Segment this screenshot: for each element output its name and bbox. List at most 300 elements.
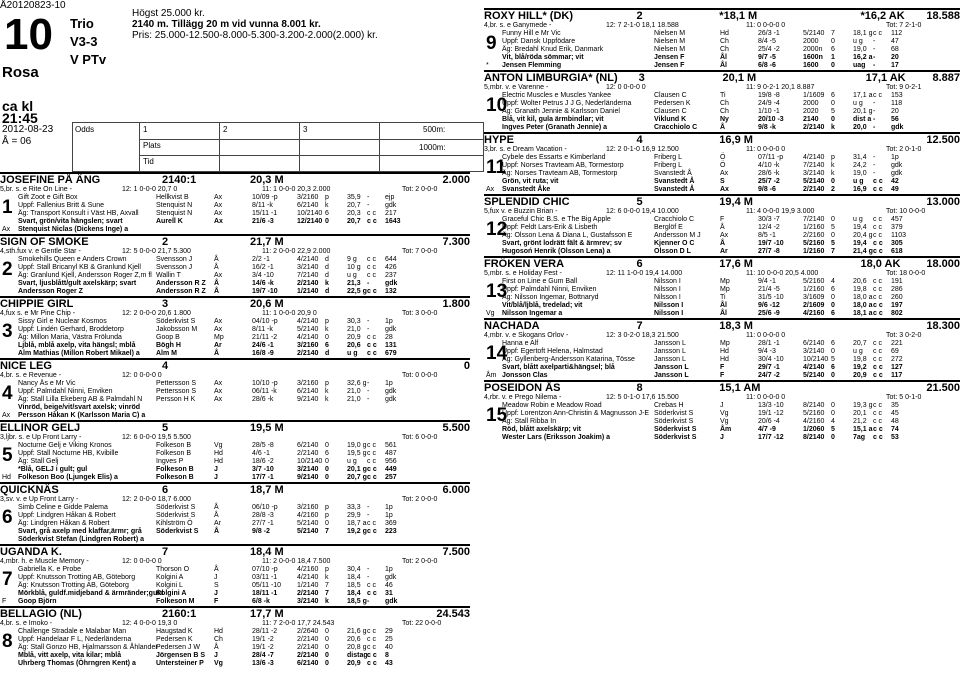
race-type-3: V PTv	[70, 52, 107, 67]
horse-line-cell: 6/8 -k	[252, 598, 270, 605]
horse-line-cell: c c	[367, 256, 376, 263]
horse-line-cell: 1	[831, 54, 835, 61]
horse-line-cell: Ax	[214, 380, 223, 387]
horse-line-cell: k	[325, 388, 329, 395]
horse-line-cell: 20,7	[347, 218, 361, 225]
horse-line-cell: 20,9	[853, 372, 867, 379]
horse-summary-item: Tot: 10 0-0-0	[886, 208, 926, 215]
horse-line-cell: d	[325, 272, 329, 279]
horse-line-cell: c c	[873, 410, 882, 417]
horse-line-cell: 7	[831, 248, 835, 255]
horse-line-cell: Nilsson I	[654, 286, 681, 293]
horse-summary-item: Tot: 7 0-0-0	[402, 248, 438, 255]
horse-line-cell: Cybele des Essarts e Kimberland	[502, 154, 606, 161]
horse-line-cell: 4/2140	[297, 256, 319, 263]
horse-line	[0, 512, 470, 520]
horse-line-cell: 3/2160	[297, 504, 319, 511]
horse-line-cell: Untersteiner P	[156, 660, 204, 667]
horse-line-cell: 07/10 -p	[252, 566, 278, 573]
horse-summary-item: 12: 0 0-0-0 0	[606, 84, 646, 91]
horse-line-cell: 19,4	[853, 224, 867, 231]
horse-line-cell	[287, 474, 297, 482]
horse-line	[0, 442, 470, 450]
horse-line-cell: 956	[385, 458, 397, 465]
horse-line	[0, 536, 470, 544]
horse-line-cell: Hd	[214, 458, 223, 465]
horse-line	[484, 154, 960, 162]
horse-line-cell: Svanstedt Å	[654, 170, 692, 177]
horse-line-cell: 35,9	[347, 194, 361, 201]
horse-line-cell: 0	[831, 348, 835, 355]
horse-line-cell: Andersson M J	[654, 232, 701, 239]
horse-line-cell: 457	[891, 216, 903, 223]
horse-line-cell: 5/2140	[297, 528, 319, 535]
horse-line-cell: Nielsen M	[654, 30, 686, 37]
horse-line-cell: p	[325, 318, 329, 325]
horse-line-cell: 33,3	[347, 504, 361, 511]
horse-line-cell: 2/2140	[297, 350, 319, 357]
horse-line-cell: 8/4 -5	[758, 38, 776, 45]
horse-summary-item: Tot: 3 0-0-0	[402, 310, 438, 317]
horse-line-cell: Smokehills Queen e Anders Crown	[18, 256, 127, 263]
horse-line-cell: Ingves Peter (Granath Jennie) a	[502, 124, 608, 131]
horse-line	[0, 326, 470, 334]
horse-line-cell: 221	[891, 340, 903, 347]
horse-line	[484, 224, 960, 232]
horse-line-cell	[287, 598, 297, 606]
horse-line-cell: Jonsson Clas	[502, 372, 548, 379]
horse-line-cell: Andersson R Z	[156, 280, 206, 287]
horse-line-cell: Ax	[720, 186, 729, 193]
horse-line-cell: 3/2140	[297, 598, 319, 605]
horse-line-cell: 47	[891, 38, 899, 45]
horse-summary	[0, 557, 470, 566]
horse-line-cell	[287, 582, 297, 590]
horse-summary-item: 5,mbr. v. e Varenne -	[484, 84, 549, 91]
horse-line-cell: k	[325, 280, 329, 287]
horse-post: 4	[636, 134, 643, 146]
horse-line-cell: Mp	[720, 286, 730, 293]
horse-line-cell: p	[325, 512, 329, 519]
horse-name: BELLAGIO (NL)	[0, 608, 82, 620]
horse-line-cell: c c	[367, 442, 376, 449]
horse-line-cell: Nancy Äs e Mr Vic	[18, 380, 76, 387]
horse-line-cell: Thorson O	[156, 566, 190, 573]
horse-line-cell: c c	[873, 240, 883, 247]
horse-line-cell: Electric Muscles e Muscles Yankee	[502, 92, 612, 99]
horse-line-cell: 7	[325, 590, 329, 597]
horse-line	[0, 288, 470, 296]
horse-record: 21,7 M	[250, 236, 284, 248]
horse-line-cell: 6/2140	[297, 202, 319, 209]
horse-line-cell	[287, 350, 297, 358]
horse-line-cell: 6	[831, 286, 835, 293]
horse-line-cell: 04/10 -p	[252, 318, 278, 325]
horse-line-cell	[287, 388, 297, 396]
horse-summary-item: 12: 2 0-0-0 18,7 6.000	[122, 496, 191, 503]
horse-summary-item: 11: 2 0-0-0 18,4 7.500	[262, 558, 331, 565]
horse-line-cell: 53	[891, 434, 899, 441]
horse-line-cell: Nocturne Gelj e Viking Kronos	[18, 442, 112, 449]
horse-line-cell: 7ag	[853, 434, 866, 441]
horse-line-cell: gdk	[385, 396, 397, 403]
horse-line-cell: 3/7 -10	[252, 466, 274, 473]
horse-line	[484, 216, 960, 224]
horse-line-cell: 20/10 -3	[758, 116, 784, 123]
horse-line-cell: 56	[891, 116, 899, 123]
horse-line-cell: 19,4	[853, 240, 867, 247]
horse-record: 18,4 M	[250, 546, 284, 558]
horse-line-cell: Hellkvist B	[156, 194, 189, 201]
horse-line-cell: Svart, blått axelparti&hängsel; blå	[502, 364, 615, 371]
horse-line-cell	[156, 404, 214, 412]
horse-record: 15,1 AM	[719, 382, 761, 394]
horse-line-cell: Vit/blå/ljblå, tredelad; vit	[502, 302, 583, 309]
horse-line-cell: 7	[325, 528, 329, 535]
horse-line-cell: 561	[385, 442, 397, 449]
horse-line-cell: Äg: Transport Konsult i Väst HB, Axvall	[18, 210, 139, 217]
horse-line-cell: 19/8 -8	[758, 92, 780, 99]
horse-line-cell	[385, 226, 397, 234]
right-column	[484, 8, 960, 442]
horse-line-cell: 48	[891, 418, 899, 425]
horse-line-cell: 19,8	[853, 356, 867, 363]
horse-line-cell: 3/2140	[803, 348, 825, 355]
horse-summary-item: Tot: 18 0-0-0	[886, 270, 926, 277]
horse-line-cell: 4/2160	[803, 418, 825, 425]
prize-text: Högst 25.000 kr. 2140 m. Tillägg 20 m vid vunna 8.001 kr. Pris: 25.000-12.500-8.000-5.300-3.200-2.000(2.000) kr.	[132, 8, 378, 41]
horse-line-cell: 0	[325, 458, 329, 465]
horse-line-cell: Vit, blå/röda sömmar; vit	[502, 54, 584, 61]
horse-line-cell: Svensson J	[156, 256, 193, 263]
horse-summary-item: 12: 11 1-0-0 19,4 14.000	[606, 270, 683, 277]
horse-line-cell: Söderkvist S	[654, 426, 697, 433]
horse-summary-item: 12: 5 0-1-0 17,6 15.500	[606, 394, 679, 401]
horse-line-cell	[252, 412, 287, 420]
horse-line-cell: c c	[873, 310, 883, 317]
horse-line	[0, 342, 470, 350]
horse-line-cell: 1/10 -1	[758, 108, 780, 115]
horse-line-cell: 1p	[385, 318, 393, 325]
horse-line-cell: Meadow Robin e Meadow Road	[502, 402, 602, 409]
horse-line-cell: 9/8 -2	[252, 528, 270, 535]
horse-line-cell: Äg: Nilsson Ingemar, Bottnaryd	[502, 294, 599, 301]
horse-line	[0, 194, 470, 202]
horse-line-cell: d	[325, 256, 329, 263]
horse-line-cell: 8/5 -1	[758, 232, 776, 239]
horse-line-cell: 0	[325, 652, 329, 659]
horse-line-cell: Challenge Stradale e Malabar Man	[18, 628, 127, 635]
horse-line-cell	[793, 30, 803, 38]
horse-line-cell: Viklund K	[654, 116, 687, 123]
horse-line-cell: c c	[873, 356, 882, 363]
horse-line-cell: Berglöf E	[654, 224, 683, 231]
horse-line-cell: -	[367, 318, 370, 325]
horse-winnings: 18.588	[926, 10, 960, 22]
horse-line-cell: Vg	[214, 660, 223, 667]
horse-line-cell: Hanna e Alf	[502, 340, 539, 347]
horse-name: SIGN OF SMOKE	[0, 236, 89, 248]
horse-line-cell: Sissy Girl e Nuclear Kosmos	[18, 318, 107, 325]
horse-line-cell: 2/2140	[297, 450, 319, 457]
horse-line-cell: Ny	[720, 116, 729, 123]
horse-line-cell: 18,0 a	[853, 302, 873, 309]
horse-line-cell	[793, 356, 803, 364]
horse-line-cell: 3/1609	[803, 294, 825, 301]
horse-line-cell	[347, 536, 367, 544]
race-number: 10	[4, 10, 53, 59]
horse-line-cell	[287, 520, 297, 528]
horse-line-cell	[793, 224, 803, 232]
horse-line-cell	[287, 660, 297, 668]
horse-post: 3	[162, 298, 169, 310]
horse-line-cell: Svanstedt Åke	[502, 186, 551, 193]
horse-line-cell: Nilsson I	[654, 278, 681, 285]
horse-line-cell: Ax	[720, 170, 729, 177]
horse-line-cell: k	[831, 124, 835, 131]
horse-header	[0, 606, 470, 619]
horse-line-cell: Alm M	[156, 350, 177, 357]
horse-line-cell: Uppf: Wolter Petrus J J G, Nederländerna	[502, 100, 632, 107]
horse-line-cell: Ax	[214, 318, 223, 325]
horse-line-cell: Goop B	[156, 334, 180, 341]
horse-line-cell: 2/2140	[803, 186, 825, 193]
horse-line-cell: 4/2160	[297, 512, 319, 519]
horse-line-cell: 4/7 -9	[758, 426, 776, 433]
horse-line-cell: Uppf: Handelaar F L, Nederländerna	[18, 636, 132, 643]
horse-line-cell: 6	[831, 364, 835, 371]
horse-summary	[484, 21, 960, 30]
horse-summary-item: 11: 0 0-0-0 0	[746, 394, 786, 401]
horse-line-cell: Å	[214, 256, 219, 263]
horse-line-cell	[287, 652, 297, 660]
horse-summary-item: Tot: 6 0-0-0	[402, 434, 438, 441]
horse-line-cell: Uppf: Egertoft Helena, Halmstad	[502, 348, 603, 355]
horse-line-cell: 132	[385, 288, 397, 295]
horse-line-cell: Svanstedt Å	[654, 178, 695, 185]
horse-line-cell	[252, 404, 287, 412]
horse-line-cell: Å	[720, 224, 725, 231]
horse-post: 7	[162, 546, 169, 558]
horse-line-cell: Hd	[720, 30, 729, 37]
horse-line-cell: -	[873, 46, 876, 53]
horse-line-cell	[287, 450, 297, 458]
horse-line-cell: 4/2140	[297, 574, 319, 581]
horse-line-cell: 802	[891, 310, 903, 317]
horse-line-cell: Jensen Flemming	[502, 62, 562, 69]
horse-line	[0, 396, 470, 404]
horse-line-cell: -	[367, 194, 370, 201]
horse-line-cell: c c	[367, 264, 376, 271]
horse-line-cell: 5/2140	[803, 30, 825, 37]
horse-number: 1	[2, 197, 13, 218]
horse-line	[0, 226, 470, 234]
horse-line-cell: 19,8	[853, 286, 867, 293]
horse-shoe-mark: F	[2, 598, 7, 605]
horse-line-cell: 21/4 -5	[758, 286, 780, 293]
horse-line-cell: 6	[831, 310, 835, 317]
horse-line-cell	[325, 412, 347, 420]
horse-entry	[484, 380, 960, 442]
horse-header	[0, 420, 470, 433]
horse-line-cell: 6/2140	[297, 660, 319, 667]
horse-line-cell: 2000	[803, 100, 819, 107]
horse-summary-item: 12: 6 0-0-0 19,5 5.500	[122, 434, 191, 441]
horse-line-cell: Söderkvist S	[654, 434, 697, 441]
horse-name: ELLINOR GELJ	[0, 422, 81, 434]
horse-line-cell: c c	[873, 216, 882, 223]
horse-line-cell: Äg: Knutsson Trotting AB, Göteborg	[18, 582, 129, 589]
horse-summary-item: 4,rbr. v. e Prego Nilema -	[484, 394, 562, 401]
horse-line-cell: dist a	[853, 116, 872, 123]
horse-line-cell: -	[367, 388, 370, 395]
horse-line-cell: p	[325, 504, 329, 511]
horse-line-cell: Ar	[214, 342, 222, 349]
horse-line-cell: Röd, blått axelskärp; vit	[502, 426, 581, 433]
horse-line-cell: 1p	[891, 154, 899, 161]
horse-line-cell: 8/2140	[803, 402, 825, 409]
horse-line-cell: 2020	[803, 108, 819, 115]
horse-line-cell: 8/11 -k	[252, 326, 273, 333]
horse-line-cell: 2/2140	[297, 636, 319, 643]
horse-line-cell: 30/4 -10	[758, 356, 784, 363]
horse-line-cell	[287, 226, 297, 234]
horse-summary-item: 11: 1 0-0-0 20,3 2.000	[262, 186, 331, 193]
horse-summary-item: 12: 5 0-0-0 21,7 5.300	[122, 248, 191, 255]
horse-line-cell	[793, 154, 803, 162]
horse-line	[484, 232, 960, 240]
horse-line-cell: Ax	[214, 388, 223, 395]
horse-line-cell: 31/5 -10	[758, 294, 784, 301]
horse-header	[0, 296, 470, 309]
horse-summary-item: 4,br. s. e Imoko -	[0, 620, 53, 627]
horse-line-cell	[793, 232, 803, 240]
horse-line-cell: c c	[367, 210, 376, 217]
horse-entry	[484, 70, 960, 132]
horse-line-cell: 4/2160	[803, 310, 825, 317]
horse-post: 2160:1	[162, 608, 197, 620]
horse-line-cell: u g	[347, 272, 357, 279]
horse-line-cell: c c	[873, 294, 882, 301]
horse-line-cell: 5	[831, 108, 835, 115]
horse-line-cell	[156, 412, 214, 420]
horse-line-cell: Kolgini L	[156, 582, 183, 589]
horse-line-cell: Söderkvist S	[654, 410, 694, 417]
horse-line-cell: Mp	[720, 278, 730, 285]
horse-line-cell: 28/6 -k	[758, 170, 780, 177]
horse-line-cell: 28	[385, 334, 393, 341]
horse-summary	[0, 247, 470, 256]
horse-line-cell: 35	[891, 402, 899, 409]
horse-line-cell: J	[214, 474, 218, 481]
horse-line-cell: 24/7 -2	[758, 372, 780, 379]
horse-line-cell: Jansson L	[654, 348, 686, 355]
horse-line-cell: 45	[891, 410, 899, 417]
horse-line-cell: 4/6 -1	[252, 450, 270, 457]
horse-line	[0, 598, 470, 606]
horse-line-cell: Pedersen J W	[156, 644, 200, 651]
horse-line-cell: Jensen F	[654, 54, 685, 61]
horse-line-cell: 1600	[803, 62, 819, 69]
horse-line-cell: Aurell K	[156, 218, 183, 225]
horse-line-cell: Friberg L	[654, 154, 683, 161]
horse-line-cell: 17	[891, 62, 899, 69]
horse-line-cell: c c	[873, 348, 882, 355]
horse-line-cell	[793, 426, 803, 434]
horse-line-cell: 69	[891, 348, 899, 355]
horse-line-cell: Jakobsson M	[156, 326, 198, 333]
horse-line-cell	[287, 334, 297, 342]
horse-summary-item: 11: 9 0-2-1 20,1 8.887	[746, 84, 815, 91]
horse-line-cell	[793, 278, 803, 286]
horse-line-cell: d	[325, 288, 330, 295]
horse-line-cell: 25	[385, 636, 393, 643]
horse-line-cell: 2/2140	[297, 280, 319, 287]
horse-line-cell: 19,0	[853, 170, 867, 177]
horse-line-cell	[297, 226, 325, 234]
horse-line-cell: Uppf: Palmdahl Ninni, Enviken	[18, 388, 113, 395]
horse-line-cell: -	[367, 504, 370, 511]
horse-line-cell: Nilsson I	[654, 302, 684, 309]
horse-line-cell: 20	[891, 54, 899, 61]
horse-line	[0, 574, 470, 582]
horse-line-cell: Nilsson I	[654, 310, 684, 317]
horse-line-cell: Svart, ljusblått/gult axelskärp; svart	[18, 280, 137, 287]
horse-line-cell: Folkeson B	[156, 442, 192, 449]
horse-summary	[0, 371, 470, 380]
horse-line-cell	[156, 536, 214, 544]
horse-line-cell	[287, 288, 297, 296]
horse-line-cell: c c	[367, 528, 377, 535]
left-column	[0, 172, 470, 668]
horse-post: 2140:1	[162, 174, 197, 186]
horse-line-cell: 20,1 g	[347, 466, 367, 473]
horse-line-cell: 25/7 -2	[758, 178, 780, 185]
horse-line-cell: Äg: Stall Ribba In	[502, 418, 557, 425]
horse-line	[484, 348, 960, 356]
horse-line	[0, 474, 470, 482]
horse-line-cell: 1/2160	[803, 286, 825, 293]
horse-line-cell: 2140	[803, 116, 819, 123]
horse-line-cell: 28/11 -2	[252, 628, 278, 635]
horse-line-cell: 18,4	[347, 574, 361, 581]
horse-line-cell: 0	[831, 402, 835, 409]
horse-line-cell: 18,4	[347, 590, 361, 597]
horse-line-cell: 5/2160	[803, 410, 825, 417]
horse-winnings: 18.300	[926, 320, 960, 332]
horse-line-cell	[287, 256, 297, 264]
horse-line-cell	[793, 240, 803, 248]
horse-name: UGANDA K.	[0, 546, 62, 558]
horse-line-cell	[287, 264, 297, 272]
horse-line-cell: 0	[831, 38, 835, 45]
horse-line-cell	[793, 100, 803, 108]
horse-line-cell: 6	[831, 46, 835, 53]
horse-line	[484, 418, 960, 426]
horse-summary-item: 4,fux s. e Mr Pine Chip -	[0, 310, 76, 317]
horse-line-cell: 19/1 -12	[758, 410, 784, 417]
horse-line-cell: 272	[891, 356, 903, 363]
horse-line-cell: k	[831, 170, 835, 177]
horse-winnings: 18.000	[926, 258, 960, 270]
horse-line-cell: 42	[891, 178, 899, 185]
horse-line-cell	[325, 536, 347, 544]
horse-post: 5	[636, 196, 643, 208]
horse-line-cell: Äg: Millon Maria, Västra Frölunda	[18, 334, 122, 341]
horse-line-cell: c c	[367, 660, 377, 667]
horse-line-cell: Hd	[214, 628, 223, 635]
horse-line-cell: 6	[831, 92, 835, 99]
